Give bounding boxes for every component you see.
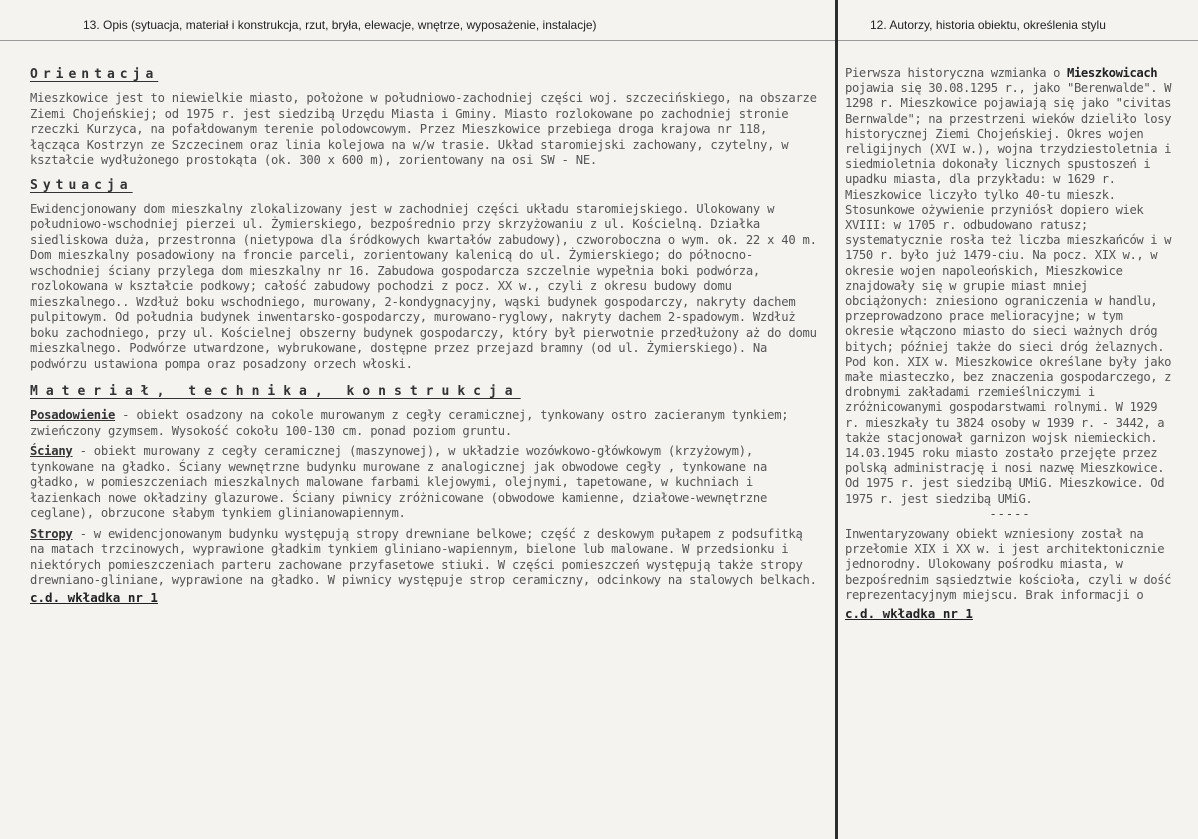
- label-stropy: Stropy: [30, 526, 73, 541]
- paragraph-sytuacja: Ewidencjonowany dom mieszkalny zlokalizowany jest w zachodniej części układu staromiejskiego. Ulokowany w południowo-wschodniej pierzei ul. Żymierskiego, bezpośrednio przy skrzyżowaniu z ul. Kościelną. Działka siedliskowa duża, przestronna (nietypowa dla śródkowych kwartałów zabudowy), czworoboczna o wym. ok. 22 x 40 m. Dom mieszkalny posadowiony na froncie parceli, zorientowany kalenicą do ul. Żymierskiego; do północno-wschodniej ściany przylega dom mieszkalny nr 16. Zabudowa gospodarcza szczelnie wypełnia boki podwórza, rozlokowana w kształcie podkowy; całość zabudowy pochodzi z pocz. XX w., czyli z okresu budowy domu mieszkalnego.. Wzdłuż boku wschodniego, murowany, 2-kondygnacyjny, wąski budynek gospodarczy, nakryty dachem pulpitowym. Od południa budynek inwentarsko-gospodarczy, murowano-ryglowy, nakryty dachem 2-spadowym. Wzdłuż boku zachodniego, przy ul. Kościelnej obszerny budynek gospodarczy, który był pierwotnie przedłużony aż do domu mieszkalnego. Podwórze utwardzone, wybrukowane, dostępne przez przejazd bramny (od ul. Żymierskiego). Na podwórzu ustawiona pompa oraz posadzony orzech włoski.: [30, 201, 817, 371]
- paragraph-stropy: [30, 527, 820, 589]
- text-stropy: - w ewidencjonowanym budynku występują stropy drewniane belkowe; część z deskowym pułapem z podsufitką na matach trzcinowych, wyprawione gładkim tynkiem gliniano-wapiennym, bielone lub malowane. W przedsionku i niektórych pomieszczeniach parteru zachowane przyfasetowe stiuki. W części pomieszczeń występują także stropy drewniano-gliniane, wyprawione na gładko. W piwnicy występuje strop ceramiczny, odcinkowy na stalowych belkach.: [30, 526, 817, 587]
- history-text: pojawia się 30.08.1295 r., jako "Berenwalde". W 1298 r. Mieszkowice pojawiają się jako "civitas Bernwalde"; na przestrzeni wieków dzieliło losy historycznej Ziemi Chojeńskiej. Okres wojen religijnych (XVI w.), wojna trzydziestoletnia i siedmioletnia dokonały licznych spustoszeń i upadku miasta, dla przykładu: w 1629 r. Mieszkowice liczyło tylko 40-tu mieszk. Stosunkowe ożywienie przyniósł dopiero wiek XVIII: w 1705 r. odbudowano ratusz; systematycznie rosła też liczba mieszkańców i w 1750 r. było już 1479-ciu. Na pocz. XIX w., w okresie wojen napoleońskich, Mieszkowice znajdowały się w grupie miast mniej obciążonych: zniesiono ograniczenia w handlu, przeprowadzono prace melioracyjne; w tym okresie włączono miasto do sieci ważnych dróg bitych; później także do sieci dróg żelaznych. Pod kon. XIX w. Mieszkowice określane były jako małe miasteczko, bez znaczenia gospodarczego, z drobnymi zakładami rzemieślniczymi i zróżnicowanymi gospodarstwami rolnymi. W 1929 r. mieszkały tu 3824 osoby w 1939 r. - 3442, a także stacjonował garnizon wojsk niemieckich. 14.03.1945 roku miasto zostało przejęte przez polską administrację i nosi nazwę Mieszkowice. Od 1975 r. jest siedzibą UMiG. Mieszkowice. Od 1975 r. jest siedzibą UMiG.: [845, 81, 1172, 506]
- paragraph-orientacja: Mieszkowice jest to niewielkie miasto, położone w południowo-zachodniej części woj. szczecińskiego, na obszarze Ziemi Chojeńskiej; od 1975 r. jest siedzibą Urzędu Miasta i Gminy. Miasto rozlokowane po zachodniej stronie rzeczki Kurzyca, na pofałdowanym terenie polodowcowym. Przez Mieszkowice przebiega droga krajowa nr 118, łącząca Kostrzyn ze Szczecinem oraz linia kolejowa na w/w trasie. Układ staromiejski zachowany, czytelny, w kształcie wydłużonego prostokąta (ok. 300 x 600 m), zorientowany na osi SW - NE.: [30, 91, 817, 167]
- history-intro: Pierwsza historyczna wzmianka o: [845, 66, 1067, 80]
- label-sciany: Ściany: [30, 444, 73, 458]
- history-column: [845, 62, 1175, 621]
- paragraph-sciany: [30, 444, 820, 522]
- section-title-sytuacja: Sytuacja: [30, 177, 133, 193]
- header-left-label: 13. Opis (sytuacja, materiał i konstrukcja, rzut, bryła, elewacje, wnętrze, wyposażenie, instalacje): [83, 18, 597, 32]
- section-title-material: Materiał, technika, konstrukcja: [30, 384, 521, 399]
- column-divider: [835, 0, 838, 839]
- section-title-orientacja: Orientacja: [30, 67, 159, 82]
- separator-dashes: -----: [989, 506, 1031, 521]
- label-posadowienie: Posadowienie: [30, 408, 116, 422]
- description-column: [30, 62, 820, 605]
- header-right-label: 12. Autorzy, historia obiektu, określenia stylu: [870, 18, 1106, 32]
- text-posadowienie: - obiekt osadzony na cokole murowanym z cegły ceramicznej, tynkowany ostro zacieranym tynkiem; zwieńczony gzymsem. Wysokość cokołu 100-130 cm. ponad poziom gruntu.: [30, 408, 789, 438]
- paragraph-posadowienie: [30, 408, 820, 439]
- text-sciany: - obiekt murowany z cegły ceramicznej (maszynowej), w układzie wozówkowo-główkowym (krzyżowym), tynkowane na gładko. Ściany wewnętrzne budynku murowane z analogicznej jak obwodowe cegły , tynkowane na gładko, w pomieszczeniach mieszkalnych malowane farbami klejowymi, olejnymi, tapetowane, w kuchniach i łazienkach nowe okładziny glazurowe. Ściany piwnicy zróżnicowane (obwodowe kamienne, działowe-wewnętrzne ceglane), obrzucone słabym tynkiem glinianowapiennym.: [30, 444, 768, 520]
- continuation-note-left: c.d. wkładka nr 1: [30, 589, 158, 605]
- header-divider: [0, 40, 1198, 41]
- paragraph-inventory: Inwentaryzowany obiekt wzniesiony został na przełomie XIX i XX w. i jest architektonicznie jednorodny. Ulokowany pośrodku miasta, w bezpośrednim sąsiedztwie kościoła, czyli w dość reprezentacyjnym miejscu. Brak informacji o: [845, 526, 1172, 602]
- paragraph-history: [845, 66, 1175, 507]
- history-bold-place: Mieszkowicach: [1067, 66, 1158, 80]
- continuation-note-right: c.d. wkładka nr 1: [845, 605, 973, 621]
